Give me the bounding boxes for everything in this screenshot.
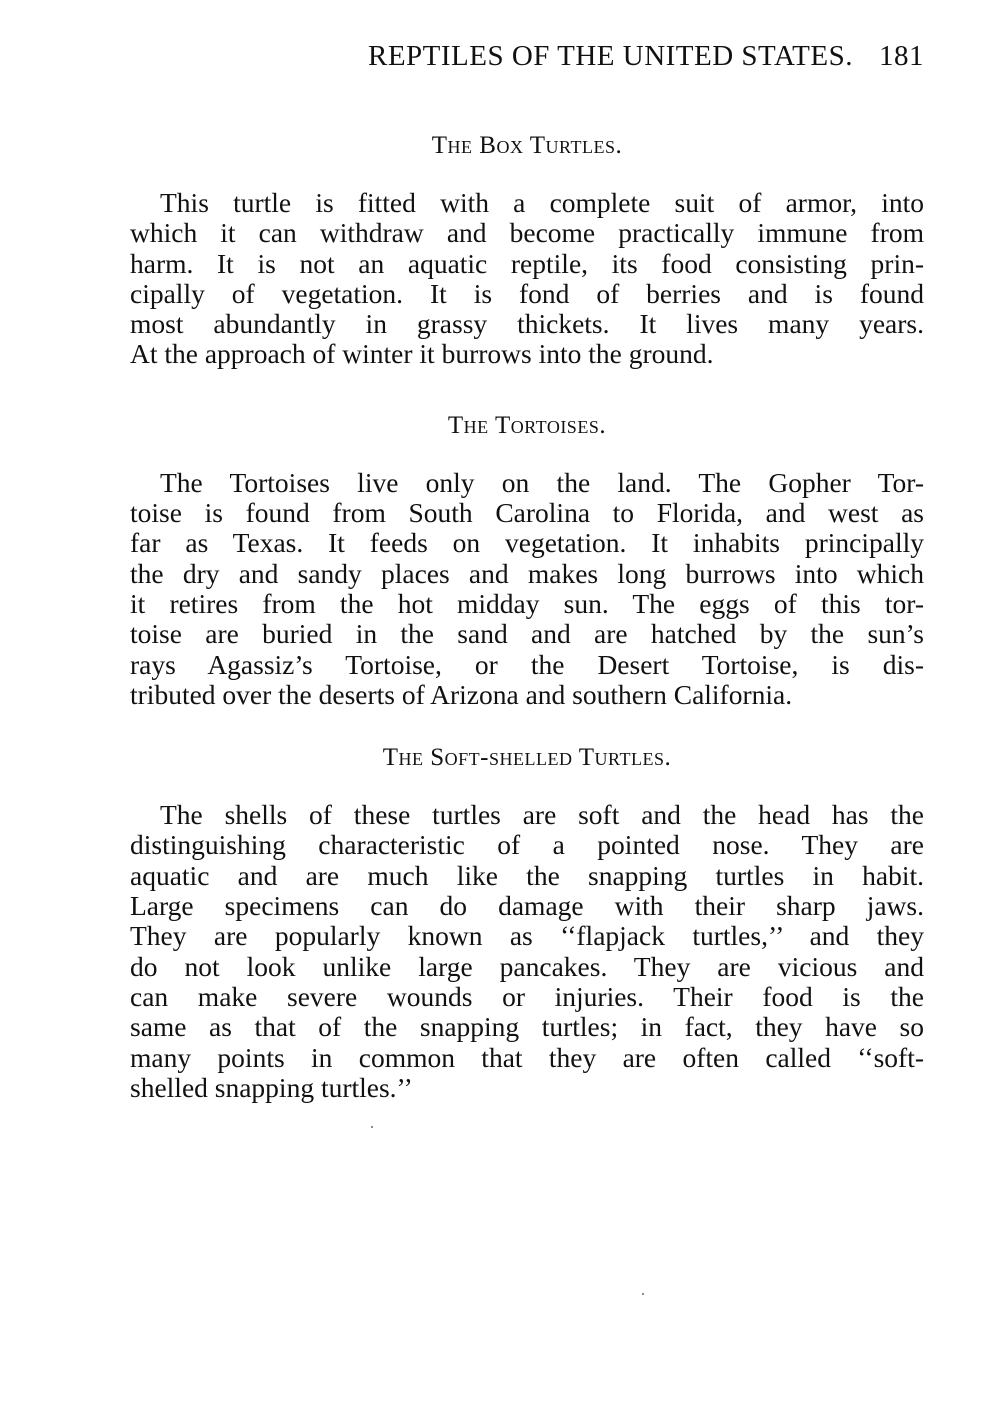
text-line: shelled snapping turtles.’’ bbox=[130, 1071, 413, 1103]
page-number: 181 bbox=[879, 40, 924, 72]
text-line: tributed over the deserts of Arizona and southern California. bbox=[130, 678, 793, 710]
text-line: distinguishing characteristic of a pointed nose. They are bbox=[130, 829, 924, 861]
running-head bbox=[130, 40, 924, 84]
section-heading-soft-shelled-turtles: The Soft-shelled Turtles. bbox=[382, 744, 672, 772]
text-line: the dry and sandy places and makes long burrows into which bbox=[130, 557, 924, 589]
print-speck bbox=[642, 1293, 644, 1295]
text-line: Large specimens can do damage with their sharp jaws. bbox=[130, 890, 924, 922]
text-line: At the approach of winter it burrows into the ground. bbox=[130, 338, 714, 370]
paragraph-tortoises bbox=[130, 468, 924, 710]
text-line: can make severe wounds or injuries. Their food is the bbox=[130, 980, 924, 1012]
text-line: The Tortoises live only on the land. The Gopher Tor- bbox=[160, 466, 924, 498]
text-line: many points in common that they are often called ‘‘soft- bbox=[130, 1041, 924, 1073]
section-heading-box-turtles: The Box Turtles. bbox=[431, 132, 623, 159]
print-speck bbox=[371, 1126, 373, 1128]
paragraph-soft-shelled-turtles bbox=[130, 800, 924, 1103]
text-line: it retires from the hot midday sun. The eggs of this tor- bbox=[130, 587, 924, 619]
running-title: REPTILES OF THE UNITED STATES. bbox=[367, 40, 853, 72]
text-line: rays Agassiz’s Tortoise, or the Desert Tortoise, is dis- bbox=[130, 648, 924, 680]
text-line: cipally of vegetation. It is fond of berries and is found bbox=[130, 277, 924, 309]
text-line: toise is found from South Carolina to Florida, and west as bbox=[130, 497, 924, 529]
section-heading-tortoises: The Tortoises. bbox=[447, 411, 607, 439]
text-line: same as that of the snapping turtles; in fact, they have so bbox=[130, 1011, 924, 1043]
text-line: harm. It is not an aquatic reptile, its food consisting prin- bbox=[130, 247, 924, 279]
text-line: They are popularly known as ‘‘flapjack turtles,’’ and they bbox=[130, 920, 924, 952]
text-line: do not look unlike large pancakes. They are vicious and bbox=[130, 950, 924, 982]
text-line: far as Texas. It feeds on vegetation. It inhabits principally bbox=[130, 527, 924, 559]
text-line: which it can withdraw and become practically immune from bbox=[130, 217, 924, 249]
book-page bbox=[130, 40, 924, 1103]
paragraph-box-turtles bbox=[130, 188, 924, 370]
text-line: aquatic and are much like the snapping turtles in habit. bbox=[130, 859, 924, 891]
text-line: most abundantly in grassy thickets. It lives many years. bbox=[130, 308, 924, 340]
text-line: The shells of these turtles are soft and the head has the bbox=[160, 799, 924, 831]
text-line: This turtle is fitted with a complete suit of armor, into bbox=[160, 187, 924, 218]
text-line: toise are buried in the sand and are hatched by the sun’s bbox=[130, 618, 924, 650]
